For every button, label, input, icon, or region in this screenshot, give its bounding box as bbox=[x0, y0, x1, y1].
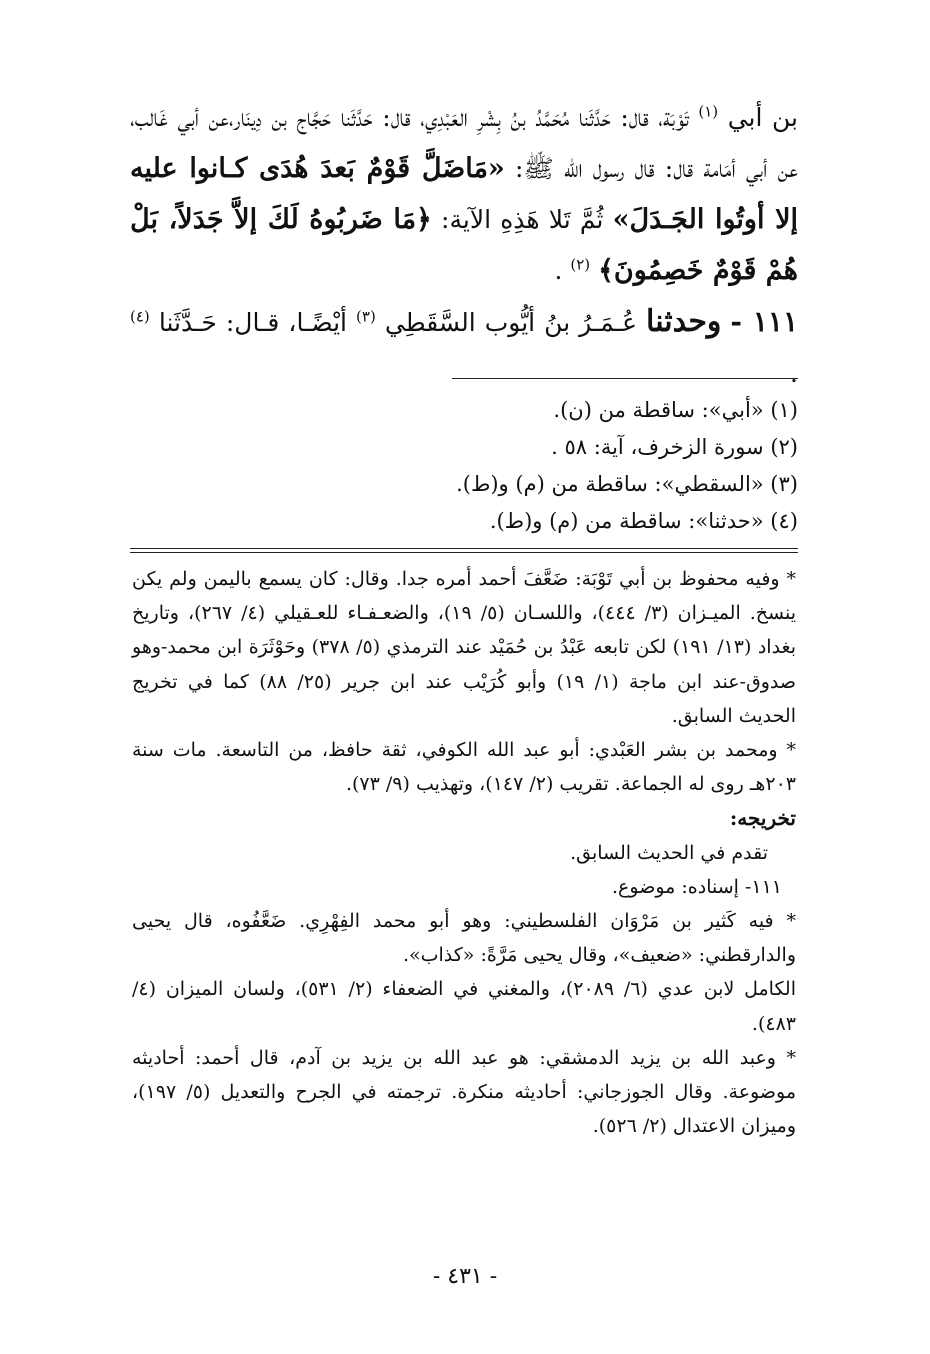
main-middle: ثُمَّ تَلا هَذِهِ الآية: bbox=[441, 205, 604, 234]
hadith-111 bbox=[130, 296, 798, 399]
commentary-paragraph-5: * وعبد الله بن يزيد الدمشقي: هو عبد الله بن يزيد بن آدم، قال أحمد: أحاديثه موضوعة. وقال الجوزجاني: أحاديثه منكرة. ترجمته في الجرح والتعديل (٥/ ١٩٧)، وميزان الاعتدال (٢/ ٥٢٦). bbox=[132, 1046, 796, 1138]
main-end: . bbox=[554, 256, 563, 285]
main-line-start: بن أبي bbox=[727, 103, 798, 132]
takhrij-heading: تخريجه: bbox=[729, 806, 796, 831]
page-number: - ٤٣١ - bbox=[432, 1264, 498, 1289]
hadith-narrator: عُـمَـرُ بنُ أيُّوب السَّقَطِي bbox=[384, 308, 637, 337]
main-text bbox=[130, 92, 798, 399]
footnote-3: (٣) «السقطي»: ساقطة من (م) و(ط). bbox=[456, 472, 798, 496]
footnote-divider bbox=[452, 378, 798, 379]
commentary-paragraph-4: الكامل لابن عدي (٦/ ٢٠٨٩)، والمغني في الضعفاء (٢/ ٥٣١)، ولسان الميزان (٤/ ٤٨٣). bbox=[132, 978, 797, 1035]
commentary-paragraph-3: * فيه كَثير بن مَرْوَان الفلسطيني: وهو أبو محمد الفِهْرِي. ضَعَّفُوه، قال يحيى والدارقطني: «ضعيف»، وقال يحيى مَرَّةً: «كذاب». bbox=[132, 910, 796, 967]
commentary-divider bbox=[130, 548, 798, 549]
hadith-keyword: وحدثنا bbox=[646, 304, 722, 339]
takhrij-text: تقدم في الحديث السابق. bbox=[570, 841, 768, 864]
commentary-divider-second bbox=[130, 552, 798, 553]
quran-ayah: ﴿مَا ضَربُوهُ لَكَ إلاَّ جَدَلاً، بَلْ هُمْ قَوْمٌ خَصِمُونَ﴾ bbox=[130, 204, 798, 286]
commentary-paragraph-2: * ومحمد بن بشر العَبْدي: أبو عبد الله الكوفي، ثقة حافظ، من التاسعة. مات سنة ٢٠٣هـ روى له الجماعة. تقريب (٢/ ١٤٧)، وتهذيب (٩/ ٧٣). bbox=[132, 739, 796, 796]
footnote-ref-1[interactable]: (١) bbox=[698, 102, 719, 121]
footnote-4: (٤) «حدثنا»: ساقطة من (م) و(ط). bbox=[489, 509, 798, 533]
hadith-text: «مَاضَلَّ قَوْمٌ بَعدَ هُدَى كـانوا عليه إلا أوتُوا الجَـدَلَ» bbox=[130, 153, 798, 235]
hadith-rest: أيْضًـا، قـال: حَـدَّثَنا bbox=[158, 308, 347, 337]
main-chain: تَوْبَة، قال: حَدَّثَنا مُحَمَّدُ بنُ بِشْرِ العَبْدِي، قال: حَدَّثَنا حَجَّاج بن دِينَار،عن أبي غَالب، عن أبي أمَامة قال: قال رسول الله ﷺ: bbox=[130, 103, 798, 183]
hadith-end: . bbox=[790, 359, 798, 388]
footnote-ref-2[interactable]: (٢) bbox=[570, 255, 591, 274]
footnote-ref-3[interactable]: (٣) bbox=[356, 307, 376, 326]
hadith-number: ١١١ - bbox=[730, 305, 799, 338]
footnote-2: (٢) سورة الزخرف، آية: ٥٨ . bbox=[551, 435, 798, 459]
footnote-1: (١) «أبي»: ساقطة من (ن). bbox=[553, 398, 798, 422]
isnad-line: ١١١- إسناده: موضوع. bbox=[612, 875, 782, 898]
commentary bbox=[132, 562, 796, 1143]
main-paragraph bbox=[130, 92, 798, 296]
footnotes bbox=[430, 392, 798, 540]
commentary-paragraph-1: * وفيه محفوظ بن أبي تَوْبَة: ضَعَّفَ أحمد أمره جدا. وقال: كان يسمع باليمن ولم يكن ينسخ. الميـزان (٣/ ٤٤٤)، واللسـان (٥/ ١٩)، والضعـفـاء للعـقيلي (٤/ ٢٦٧)، وتاريخ بغداد (١٣/ ١٩١) لكن تابعه عَبْدُ بن حُمَيْد عند الترمذي (٥/ ٣٧٨) وحَوْثَرَة ابن محمد-وهو صدوق-عند ابن ماجة (١/ ١٩) وأبو كُرَيْب عند ابن جرير (٢٥/ ٨٨) كما في تخريج الحديث السابق. bbox=[132, 568, 796, 727]
footnote-ref-4[interactable]: (٤) bbox=[130, 307, 150, 326]
